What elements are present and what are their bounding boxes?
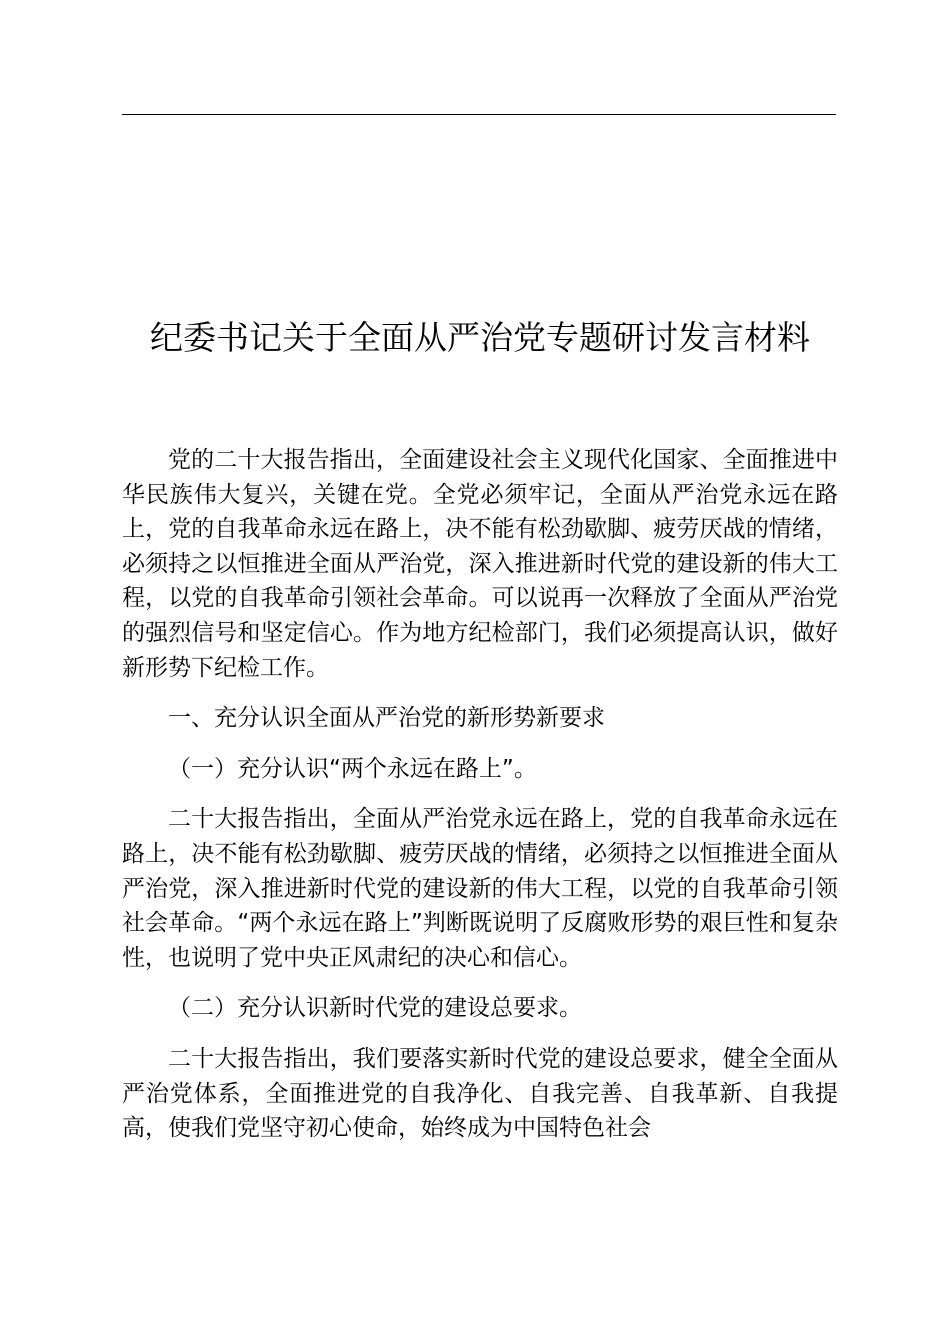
subsection-heading-1: （一）充分认识“两个永远在路上”。 [168,755,537,782]
document-title: 纪委书记关于全面从严治党专题研讨发言材料 [150,318,810,357]
document-body [122,443,838,1146]
section-heading-1: 一、充分认识全面从严治党的新形势新要求 [168,705,605,732]
subsection-heading-2: （二）充分认识新时代党的建设总要求。 [168,995,582,1022]
paragraph-intro: 党的二十大报告指出，全面建设社会主义现代化国家、全面推进中华民族伟大复兴，关键在党。全党必须牢记，全面从严治党永远在路上，党的自我革命永远在路上，决不能有松劲歇脚、疲劳厌战的情绪，必须持之以恒推进全面从严治党，深入推进新时代党的建设新的伟大工程，以党的自我革命引领社会革命。可以说再一次释放了全面从严治党的强烈信号和坚定信心。作为地方纪检部门，我们必须提高认识，做好新形势下纪检工作。 [122,447,838,681]
paragraph-subsection-1: 二十大报告指出，全面从严治党永远在路上，党的自我革命永远在路上，决不能有松劲歇脚、疲劳厌战的情绪，必须持之以恒推进全面从严治党，深入推进新时代党的建设新的伟大工程，以党的自我革命引领社会革命。“两个永远在路上”判断既说明了反腐败形势的艰巨性和复杂性，也说明了党中央正风肃纪的决心和信心。 [122,806,838,971]
header-rule [122,114,836,115]
paragraph-subsection-2: 二十大报告指出，我们要落实新时代党的建设总要求，健全全面从严治党体系，全面推进党的自我净化、自我完善、自我革新、自我提高，使我们党坚守初心使命，始终成为中国特色社会 [122,1045,838,1142]
